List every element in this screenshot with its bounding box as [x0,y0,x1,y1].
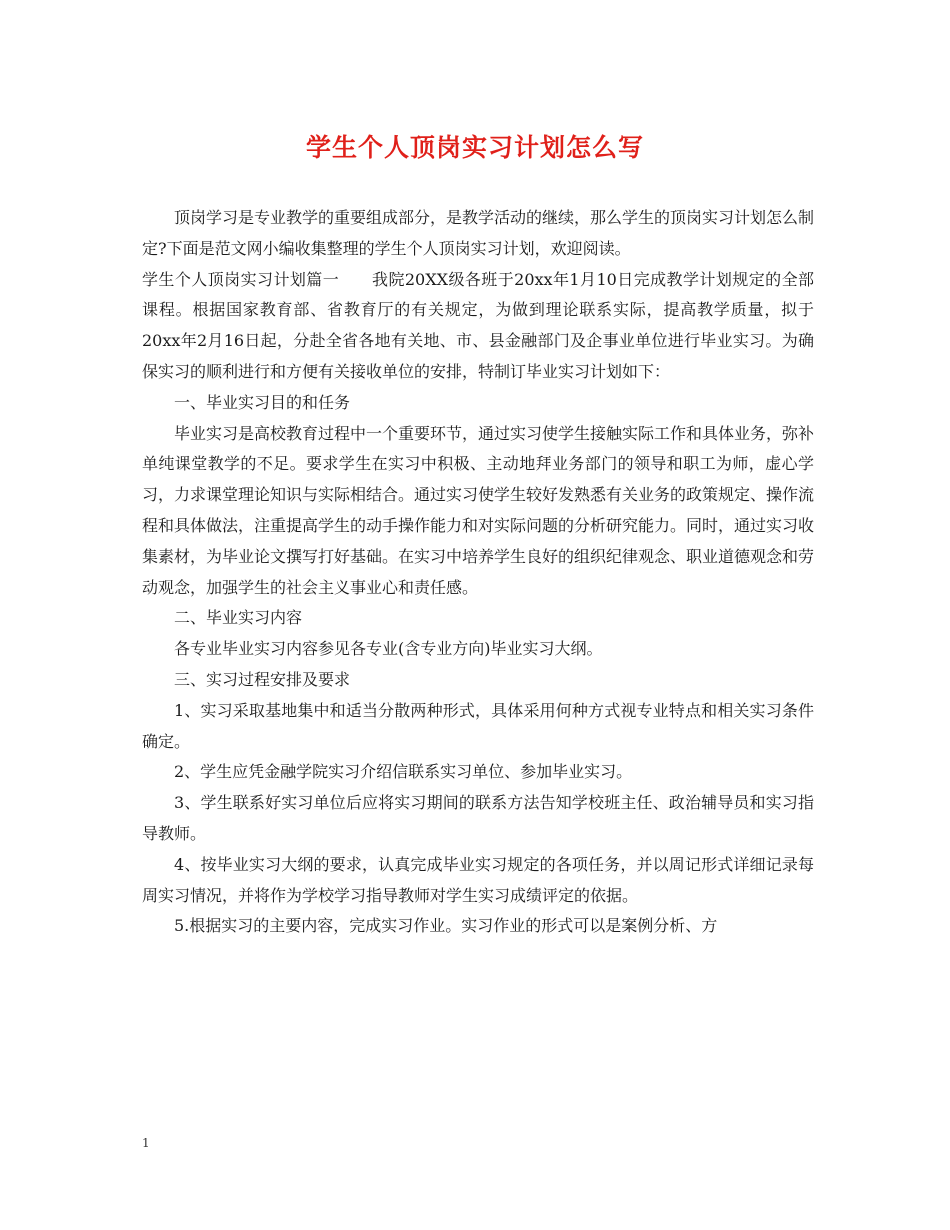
list-item-2: 2、学生应凭金融学院实习介绍信联系实习单位、参加毕业实习。 [174,762,633,782]
section-heading-arrangement: 三、实习过程安排及要求 [174,669,351,689]
paragraph-intro: 顶岗学习是专业教学的重要组成部分，是教学活动的继续，那么学生的顶岗实习计划怎么制定?下面是范文网小编收集整理的学生个人顶岗实习计划，欢迎阅读。 [142,208,815,258]
list-item-1: 1、实习采取基地集中和适当分散两种形式，具体采用何种方式视专业特点和相关实习条件确定。 [142,700,814,751]
section-heading-purpose: 一、毕业实习目的和任务 [174,392,351,412]
paragraph-purpose: 毕业实习是高校教育过程中一个重要环节，通过实习使学生接触实际工作和具体业务，弥补单纯课堂教学的不足。要求学生在实习中积极、主动地拜业务部门的领导和职工为师，虚心学习，力求课堂理论知识与实际相结合。通过实习使学生较好发熟悉有关业务的政策规定、操作流程和具体做法，注重提高学生的动手操作能力和对实际问题的分析研究能力。同时，通过实习收集素材，为毕业论文撰写打好基础。在实习中培养学生良好的组织纪律观念、职业道德观念和劳动观念，加强学生的社会主义事业心和责任感。 [142,423,815,597]
list-item-3: 3、学生联系好实习单位后应将实习期间的联系方法告知学校班主任、政治辅导员和实习指导教师。 [142,793,814,843]
paragraph-content: 各专业毕业实习内容参见各专业(含专业方向)毕业实习大纲。 [174,639,603,659]
document-body [142,203,814,942]
section-heading-content: 二、毕业实习内容 [174,608,303,628]
list-item-5: 5.根据实习的主要内容，完成实习作业。实习作业的形式可以是案例分析、方 [174,916,718,936]
page-number: 1 [142,1136,150,1150]
paragraph-plan-overview: 学生个人顶岗实习计划篇一 我院20XX级各班于20xx年1月10日完成教学计划规定的全部课程。根据国家教育部、省教育厅的有关规定，为做到理论联系实际，提高教学质量，拟于20xx年2月16日起，分赴全省各地有关地、市、县金融部门及企事业单位进行毕业实习。为确保实习的顺利进行和方便有关接收单位的安排，特制订毕业实习计划如下： [142,269,814,381]
list-item-4: 4、按毕业实习大纲的要求，认真完成毕业实习规定的各项任务，并以周记形式详细记录每周实习情况，并将作为学校学习指导教师对学生实习成绩评定的依据。 [142,854,814,905]
document-title: 学生个人顶岗实习计划怎么写 [305,133,644,162]
